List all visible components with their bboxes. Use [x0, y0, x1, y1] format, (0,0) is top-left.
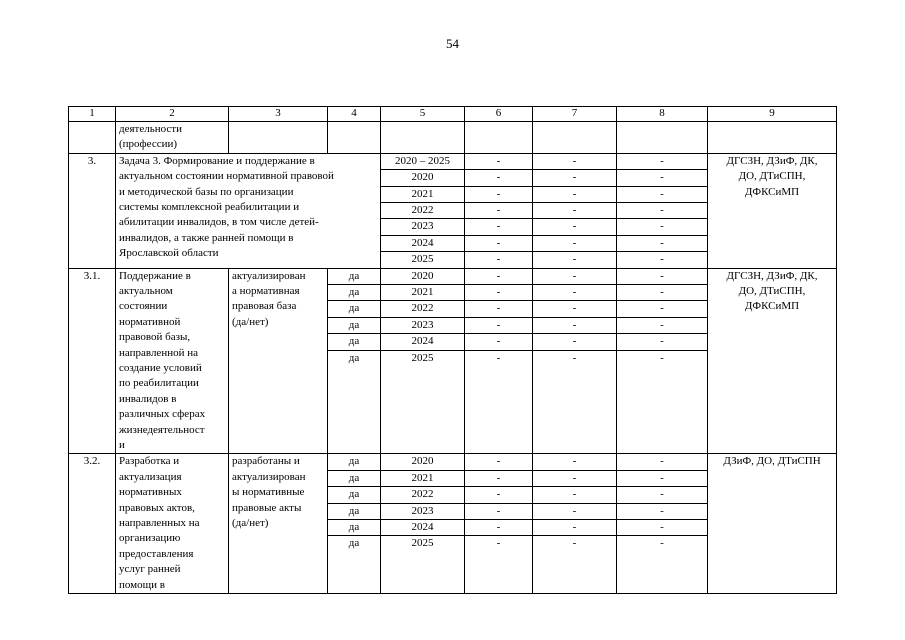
item-3-2-line: актуализация	[119, 470, 182, 483]
item-3-2-line: организацию	[119, 532, 181, 545]
dash-cell: -	[465, 219, 532, 235]
item-3-1-line: состоянии	[119, 300, 168, 313]
task-3-executors	[708, 153, 837, 268]
item-3-1-line: Поддержание в	[119, 269, 191, 282]
executor-line: ДО, ДТиСПН,	[738, 170, 806, 183]
value-cell: да	[348, 351, 360, 364]
program-table	[68, 106, 837, 594]
executor-line: ДГСЗН, ДЗиФ, ДК,	[726, 269, 818, 282]
item-3-2-line: правовых актов,	[119, 501, 195, 514]
dash-cell: -	[617, 471, 707, 487]
item-3-2-col8	[617, 454, 708, 594]
item-3-1-number: 3.1.	[69, 268, 116, 454]
item-3-2-row	[69, 454, 837, 594]
dash-cell: -	[465, 154, 532, 170]
year-cell: 2023	[381, 219, 464, 235]
dash-cell: -	[533, 187, 616, 203]
dash-cell: -	[465, 236, 532, 252]
item-3-1-line: актуальном	[119, 284, 173, 297]
item-3-1-line: создание условий	[119, 361, 202, 374]
dash-cell: -	[533, 334, 616, 350]
dash-cell: -	[465, 520, 532, 536]
executor-line: ДГСЗН, ДЗиФ, ДК,	[726, 154, 818, 167]
item-3-1-line: нормативной	[119, 315, 181, 328]
dash-cell: -	[465, 170, 532, 186]
column-number-7: 7	[533, 107, 617, 122]
indicator-line: а нормативная	[232, 284, 300, 297]
column-number-4: 4	[328, 107, 381, 122]
indicator-line: правовая база	[232, 300, 297, 313]
item-3-1-values	[328, 268, 381, 454]
executor-line: ДЗиФ, ДО, ДТиСПН	[723, 455, 821, 468]
item-3-1-line: по реабилитации	[119, 377, 199, 390]
dash-cell: -	[533, 236, 616, 252]
item-3-1-line: различных сферах	[119, 408, 206, 421]
page-number: 54	[446, 36, 459, 51]
dash-cell: -	[617, 318, 707, 334]
dash-cell: -	[572, 351, 577, 364]
dash-cell: -	[533, 269, 616, 285]
indicator-line: ы нормативные	[232, 486, 305, 499]
task-3-years	[381, 153, 465, 268]
year-cell: 2025	[411, 537, 434, 550]
dash-cell: -	[465, 285, 532, 301]
task-3-line: Ярославской области	[119, 247, 219, 260]
year-cell: 2022	[381, 301, 464, 317]
item-3-1-name	[116, 268, 229, 454]
dash-cell: -	[465, 187, 532, 203]
dash-cell: -	[496, 253, 501, 266]
dash-cell: -	[617, 154, 707, 170]
dash-cell: -	[465, 471, 532, 487]
task-3-col6	[465, 153, 533, 268]
item-3-2-number: 3.2.	[69, 454, 116, 594]
year-cell: 2024	[381, 334, 464, 350]
year-cell: 2021	[381, 471, 464, 487]
indicator-line: актуализирован	[232, 269, 306, 282]
dash-cell: -	[572, 253, 577, 266]
dash-cell: -	[533, 471, 616, 487]
indicator-line: актуализирован	[232, 470, 306, 483]
table-header-row	[69, 107, 837, 122]
column-number-9: 9	[708, 107, 837, 122]
task-3-line: актуальном состоянии нормативной правовой	[119, 170, 334, 183]
task-3-line: абилитации инвалидов, в том числе детей-	[119, 216, 319, 229]
value-cell: да	[328, 318, 380, 334]
item-3-2-line: направленных на	[119, 517, 200, 530]
indicator-line: правовые акты	[232, 501, 302, 514]
dash-cell: -	[617, 487, 707, 503]
executor-line: ДФКСиМП	[744, 300, 800, 313]
dash-cell: -	[617, 504, 707, 520]
value-cell: да	[328, 269, 380, 285]
executor-line: ДО, ДТиСПН,	[738, 284, 806, 297]
year-cell: 2023	[381, 318, 464, 334]
value-cell: да	[328, 301, 380, 317]
dash-cell: -	[533, 520, 616, 536]
dash-cell: -	[617, 170, 707, 186]
column-number-6: 6	[465, 107, 533, 122]
item-3-1-col6	[465, 268, 533, 454]
dash-cell: -	[617, 236, 707, 252]
item-3-1-line: направленной на	[119, 346, 198, 359]
dash-cell: -	[660, 351, 664, 364]
task-3-line: и методической базы по организации	[119, 185, 294, 198]
dash-cell: -	[617, 301, 707, 317]
dash-cell: -	[465, 318, 532, 334]
continuation-text	[116, 122, 229, 154]
year-cell: 2020	[381, 170, 464, 186]
column-number-5: 5	[381, 107, 465, 122]
year-cell: 2020 – 2025	[381, 154, 464, 170]
dash-cell: -	[533, 285, 616, 301]
item-3-1-col8	[617, 268, 708, 454]
dash-cell: -	[533, 454, 616, 470]
value-cell: да	[328, 454, 380, 470]
dash-cell: -	[617, 334, 707, 350]
year-cell: 2020	[381, 269, 464, 285]
column-number-3: 3	[229, 107, 328, 122]
item-3-2-line: нормативных	[119, 486, 182, 499]
item-3-2-name	[116, 454, 229, 594]
year-cell: 2020	[381, 454, 464, 470]
indicator-line: разработаны и	[232, 455, 300, 468]
year-cell: 2024	[381, 520, 464, 536]
continuation-line: деятельности	[119, 123, 182, 135]
year-cell: 2022	[381, 203, 464, 219]
item-3-2-col7	[533, 454, 617, 594]
dash-cell: -	[496, 537, 501, 550]
value-cell: да	[328, 471, 380, 487]
column-number-2: 2	[116, 107, 229, 122]
continuation-row	[69, 122, 837, 154]
dash-cell: -	[617, 269, 707, 285]
dash-cell: -	[465, 504, 532, 520]
dash-cell: -	[533, 504, 616, 520]
column-number-8: 8	[617, 107, 708, 122]
task-3-line: Задача 3. Формирование и поддержание в	[119, 154, 315, 167]
year-cell: 2025	[411, 253, 434, 266]
dash-cell: -	[617, 203, 707, 219]
item-3-2-col6	[465, 454, 533, 594]
value-cell: да	[328, 520, 380, 536]
dash-cell: -	[465, 487, 532, 503]
item-3-2-years	[381, 454, 465, 594]
dash-cell: -	[533, 203, 616, 219]
dash-cell: -	[533, 154, 616, 170]
year-cell: 2023	[381, 504, 464, 520]
dash-cell: -	[533, 487, 616, 503]
item-3-2-line: услуг ранней	[119, 563, 181, 576]
continuation-line: (профессии)	[119, 138, 178, 151]
task-3-row	[69, 153, 837, 268]
dash-cell: -	[617, 454, 707, 470]
task-3-col7	[533, 153, 617, 268]
dash-cell: -	[533, 219, 616, 235]
value-cell: да	[328, 334, 380, 350]
item-3-2-indicator	[229, 454, 328, 594]
dash-cell: -	[496, 351, 501, 364]
indicator-line: (да/нет)	[232, 315, 269, 328]
value-cell: да	[328, 504, 380, 520]
task-3-number: 3.	[69, 153, 116, 268]
dash-cell: -	[533, 301, 616, 317]
year-cell: 2025	[411, 351, 434, 364]
item-3-1-line: и	[119, 439, 125, 452]
task-3-col8	[617, 153, 708, 268]
item-3-1-line: инвалидов в	[119, 392, 177, 405]
dash-cell: -	[465, 269, 532, 285]
task-3-line: инвалидов, а также ранней помощи в	[119, 231, 294, 244]
dash-cell: -	[617, 187, 707, 203]
dash-cell: -	[465, 301, 532, 317]
item-3-1-indicator	[229, 268, 328, 454]
year-cell: 2024	[381, 236, 464, 252]
dash-cell: -	[660, 537, 664, 550]
year-cell: 2021	[381, 187, 464, 203]
dash-cell: -	[617, 520, 707, 536]
dash-cell: -	[465, 203, 532, 219]
item-3-1-col7	[533, 268, 617, 454]
task-3-text	[116, 153, 381, 268]
indicator-line: (да/нет)	[232, 517, 269, 530]
item-3-2-values	[328, 454, 381, 594]
dash-cell: -	[533, 318, 616, 334]
item-3-1-line: правовой базы,	[119, 331, 191, 344]
value-cell: да	[348, 537, 360, 550]
item-3-1-line: жизнедеятельност	[119, 423, 205, 436]
value-cell: да	[328, 285, 380, 301]
dash-cell: -	[465, 454, 532, 470]
item-3-2-line: помощи в	[119, 578, 165, 591]
value-cell: да	[328, 487, 380, 503]
item-3-1-executors	[708, 268, 837, 454]
column-number-1: 1	[69, 107, 116, 122]
item-3-2-line: предоставления	[119, 547, 194, 560]
task-3-line: системы комплексной реабилитации и	[119, 201, 300, 214]
item-3-2-executors	[708, 454, 837, 594]
year-cell: 2022	[381, 487, 464, 503]
item-3-1-years	[381, 268, 465, 454]
dash-cell: -	[572, 537, 577, 550]
dash-cell: -	[465, 334, 532, 350]
executor-line: ДФКСиМП	[744, 185, 800, 198]
item-3-2-line: Разработка и	[119, 455, 180, 468]
year-cell: 2021	[381, 285, 464, 301]
dash-cell: -	[617, 219, 707, 235]
item-3-1-row	[69, 268, 837, 454]
dash-cell: -	[660, 253, 664, 266]
dash-cell: -	[617, 285, 707, 301]
dash-cell: -	[533, 170, 616, 186]
